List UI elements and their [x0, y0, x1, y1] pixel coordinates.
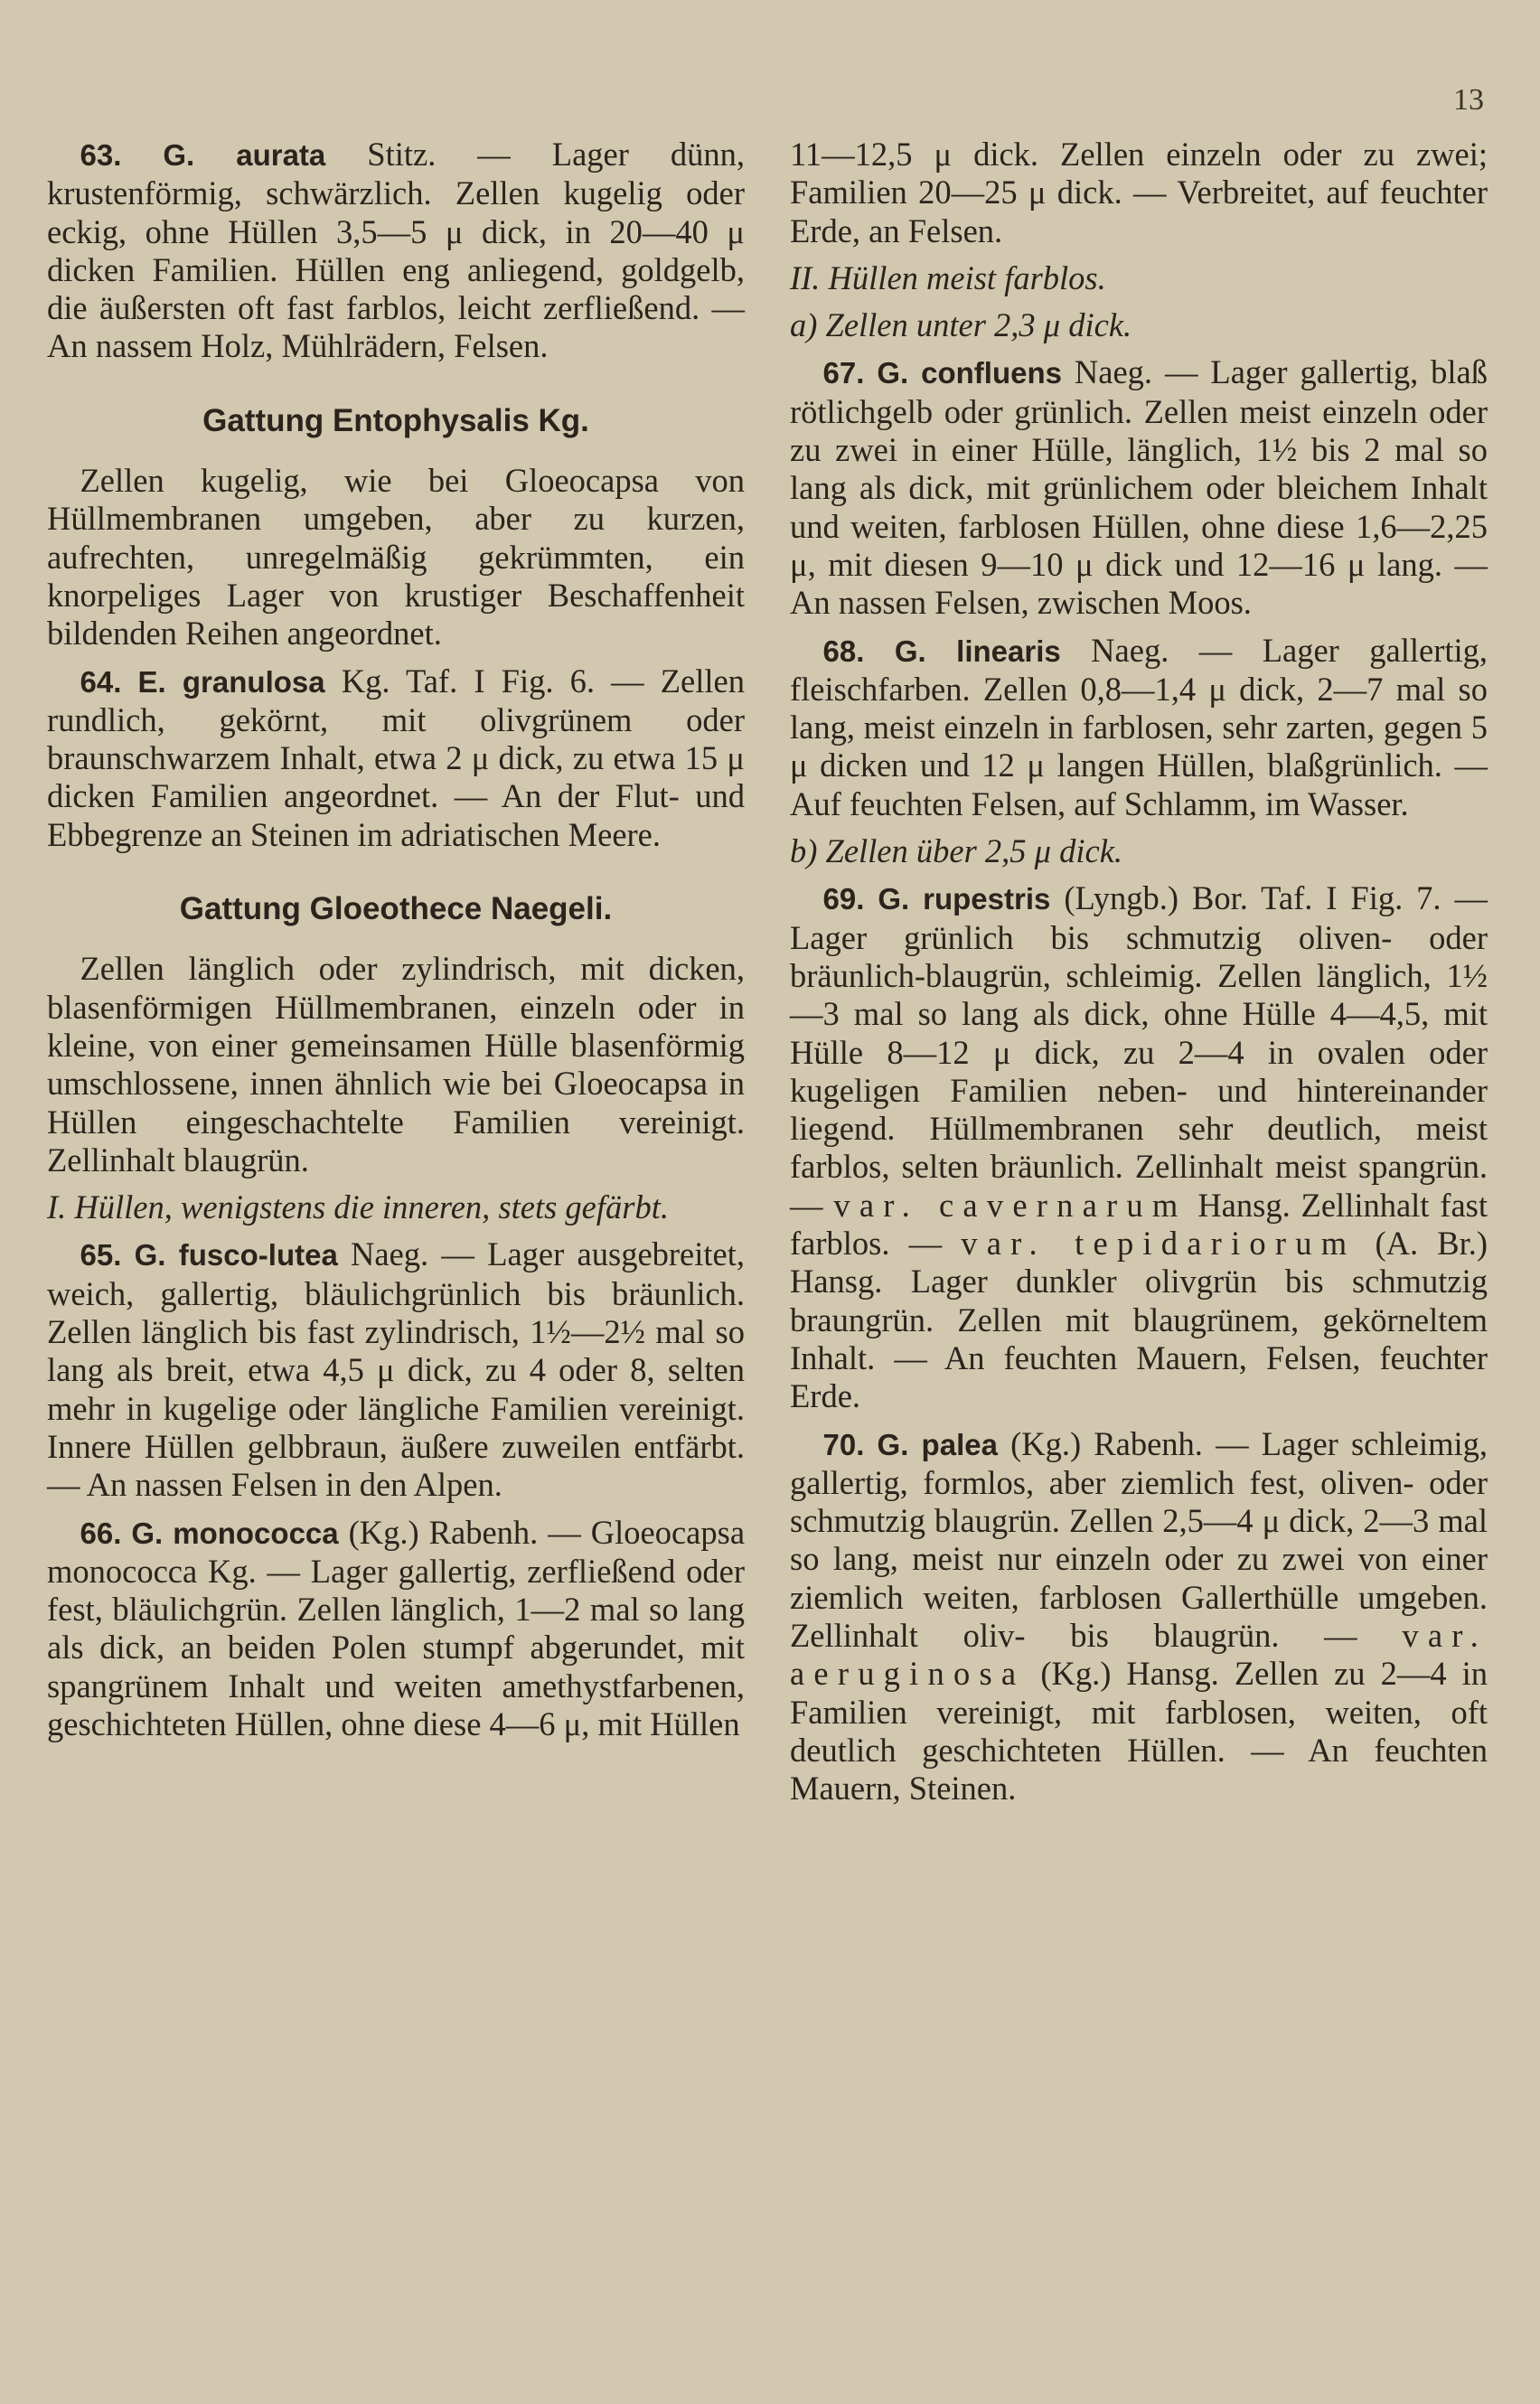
entry-number: 67. — [822, 356, 865, 390]
species-entry-63 — [47, 136, 745, 366]
genus-description: Zellen kugelig, wie bei Gloeocapsa von Hüllmembranen umgeben, aber zu kurzen, aufrechten, unregelmäßig gekrümmten, ein knorpeliges Lager von krustiger Beschaffenheit bildenden Reihen angeordnet. — [47, 462, 745, 653]
species-name: G. linearis — [894, 634, 1061, 668]
entry-text: (Kg.) Rabenh. — Gloeocapsa monococca Kg. — Lager gallertig, zerfließend oder fest, bläulichgrün. Zellen länglich, 1—2 mal so lang als dick, an beiden Polen stumpf abgerundet, mit spangrünem Inhalt und weiten amethystfarbenen, geschichteten Hüllen, ohne diese 4—6 μ, mit Hüllen — [47, 1513, 746, 1742]
entry-number: 66. — [80, 1516, 122, 1550]
left-column — [47, 136, 745, 1752]
entry-number: 70. — [822, 1427, 865, 1461]
species-entry-66 — [47, 1514, 745, 1744]
entry-text: Kg. Taf. I Fig. 6. — Zellen rundlich, gekörnt, mit olivgrünem oder braunschwarzem Inhalt, etwa 2 μ dick, zu etwa 15 μ dicken Familien angeordnet. — An der Flut- und Ebbegrenze an Steinen im adriatischen Meere. — [47, 662, 745, 853]
entry-text: (Kg.) Hansg. Zellen zu 2—4 in Familien vereinigt, mit farblosen, weiten, oft deutlich geschichteten Hüllen. — An feuchten Mauern, Steinen. — [790, 1655, 1488, 1808]
entry-text: (Kg.) Rabenh. — Lager schleimig, gallertig, formlos, aber ziemlich fest, oliven- oder schmutzig blaugrün. Zellen 2,5—4 μ dick, 2—3 mal so lang, meist nur einzeln oder zu zwei von einer ziemlich weiten, farblosen Gallerthülle umgeben. Zellinhalt oliv- bis blaugrün. — — [790, 1424, 1488, 1654]
species-name: G. fusco-lutea — [134, 1238, 338, 1272]
subsection-heading: II. Hüllen meist farblos. — [790, 258, 1106, 296]
species-name: E. granulosa — [137, 664, 325, 699]
species-name: G. aurata — [163, 138, 326, 172]
species-entry-70 — [790, 1425, 1488, 1808]
variety-name: var. tepidariorum — [961, 1225, 1357, 1263]
entry-text: Hansg. Zellinhalt fast farblos. — — [790, 1186, 1488, 1263]
species-entry-69 — [790, 879, 1488, 1415]
genus-heading-gloeothece: Gattung Gloeothece Naegeli. — [179, 891, 613, 927]
species-entry-64 — [47, 662, 745, 854]
entry-number: 63. — [80, 138, 122, 172]
right-column — [790, 136, 1488, 1817]
entry-text: (A. Br.) Hansg. Lager dunkler olivgrün bis schmutzig braungrün. Zellen mit blaugrünem, gekörneltem Inhalt. — An feuchten Mauern, Felsen, feuchter Erde. — [790, 1225, 1488, 1415]
entry-text: Naeg. — Lager gallertig, fleischfarben. Zellen 0,8—1,4 μ dick, 2—7 mal so lang, meist einzeln in farblosen, sehr zarten, gegen 5 μ dicken und 12 μ langen Hüllen, blaßgrünlich. — Auf feuchten Felsen, auf Schlamm, im Wasser. — [790, 631, 1488, 822]
entry-text: Naeg. — Lager gallertig, blaß rötlichgelb oder grünlich. Zellen meist einzeln oder zu zwei in einer Hülle, länglich, 1½ bis 2 mal so lang als dick, mit grünlichem oder bleichem Inhalt und weiten, farblosen Hüllen, ohne diese 1,6—2,25 μ, mit diesen 9—10 μ dick und 12—16 μ lang. — An nassen Felsen, zwischen Moos. — [790, 353, 1488, 622]
entry-text: Naeg. — Lager ausgebreitet, weich, gallertig, bläulichgrünlich bis bräunlich. Zellen länglich bis fast zylindrisch, 1½—2½ mal so lang als breit, etwa 4,5 μ dick, zu 4 oder 8, selten mehr in kugelige oder längliche Familien vereinigt. Innere Hüllen gelbbraun, äußere zuweilen entfärbt. — An nassen Felsen in den Alpen. — [47, 1235, 746, 1504]
entry-text: (Lyngb.) Bor. Taf. I Fig. 7. — Lager grünlich bis schmutzig oliven- oder bräunlich-blaugrün, schleimig. Zellen länglich, 1½—3 mal so lang als dick, ohne Hülle 4—4,5, mit Hülle 8—12 μ dick, zu 2—4 in ovalen oder kugeligen Familien neben- und hintereinander liegend. Hüllmembranen sehr deutlich, meist farblos, selten bräunlich. Zellinhalt meist spangrün. — — [790, 879, 1488, 1224]
entry-continuation: 11—12,5 μ dick. Zellen einzeln oder zu zwei; Familien 20—25 μ dick. — Verbreitet, auf feuchter Erde, an Felsen. — [790, 136, 1488, 249]
entry-number: 68. — [822, 634, 865, 668]
species-entry-68 — [790, 632, 1488, 823]
entry-number: 65. — [80, 1238, 122, 1272]
subsection-heading: b) Zellen über 2,5 μ dick. — [790, 832, 1123, 870]
subsection-heading: a) Zellen unter 2,3 μ dick. — [790, 306, 1132, 344]
species-name: G. rupestris — [878, 882, 1051, 916]
page-number: 13 — [1453, 83, 1484, 117]
species-entry-67 — [790, 353, 1488, 622]
species-name: G. confluens — [877, 356, 1062, 390]
genus-heading-entophysalis: Gattung Entophysalis Kg. — [202, 402, 589, 438]
subsection-heading: I. Hüllen, wenigstens die inneren, stets gefärbt. — [47, 1188, 669, 1226]
species-name: G. palea — [877, 1427, 998, 1461]
variety-name: var. aeruginosa — [790, 1616, 1488, 1693]
entry-text: Stitz. — Lager dünn, krustenförmig, schwärzlich. Zellen kugelig oder eckig, ohne Hüllen 3,5—5 μ dick, in 20—40 μ dicken Familien. Hüllen eng anliegend, goldgelb, die äußersten oft fast farblos, leicht zerfließend. — An nassem Holz, Mühlrädern, Felsen. — [47, 136, 745, 365]
species-entry-65 — [47, 1235, 745, 1504]
genus-description: Zellen länglich oder zylindrisch, mit dicken, blasenförmigen Hüllmembranen, einzeln oder in kleine, von einer gemeinsamen Hülle blasenförmig umschlossene, innen ähnlich wie bei Gloeocapsa in Hüllen eingeschachtelte Familien vereinigt. Zellinhalt blaugrün. — [47, 950, 745, 1179]
variety-name: var. cavernarum — [833, 1186, 1188, 1224]
species-name: G. monococca — [131, 1516, 339, 1550]
entry-number: 64. — [80, 664, 122, 699]
entry-number: 69. — [822, 882, 865, 916]
